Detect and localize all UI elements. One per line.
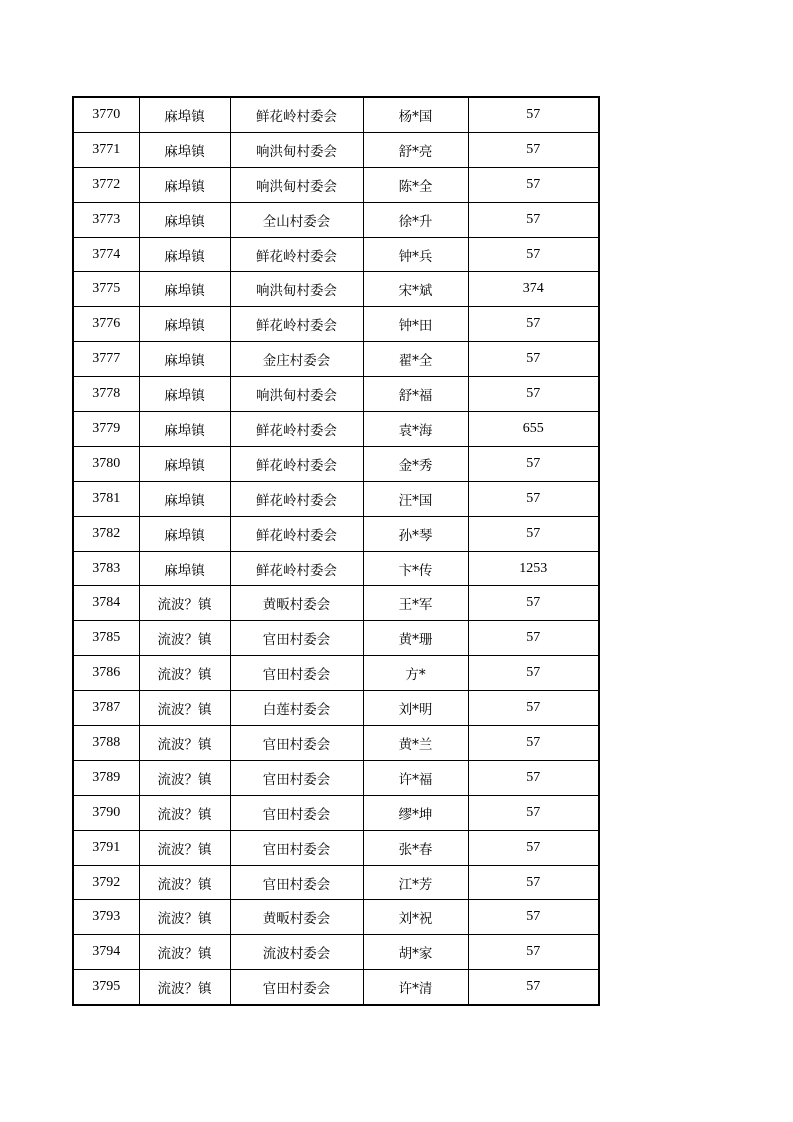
town-cell: 麻埠镇 (139, 97, 230, 132)
name-cell: 金*秀 (363, 446, 468, 481)
table-body (73, 97, 599, 1005)
town-cell: 流波？镇 (139, 795, 230, 830)
amount-cell: 57 (468, 586, 599, 621)
name-cell: 卞*传 (363, 551, 468, 586)
row-number-cell: 3783 (73, 551, 139, 586)
village-committee-cell: 白莲村委会 (230, 691, 363, 726)
name-cell: 舒*亮 (363, 132, 468, 167)
amount-cell: 57 (468, 516, 599, 551)
name-cell: 黄*珊 (363, 621, 468, 656)
row-number-cell: 3776 (73, 307, 139, 342)
name-cell: 杨*国 (363, 97, 468, 132)
town-cell: 流波？镇 (139, 760, 230, 795)
amount-cell: 57 (468, 167, 599, 202)
row-number-cell: 3788 (73, 726, 139, 761)
row-number-cell: 3794 (73, 935, 139, 970)
town-cell: 流波？镇 (139, 935, 230, 970)
table-row (73, 377, 599, 412)
row-number-cell: 3775 (73, 272, 139, 307)
row-number-cell: 3789 (73, 760, 139, 795)
row-number-cell: 3793 (73, 900, 139, 935)
amount-cell: 57 (468, 795, 599, 830)
table-row (73, 656, 599, 691)
name-cell: 王*军 (363, 586, 468, 621)
table-row (73, 167, 599, 202)
town-cell: 流波？镇 (139, 621, 230, 656)
amount-cell: 57 (468, 377, 599, 412)
table-row (73, 516, 599, 551)
amount-cell: 57 (468, 342, 599, 377)
village-committee-cell: 鲜花岭村委会 (230, 446, 363, 481)
table-row (73, 935, 599, 970)
village-committee-cell: 鲜花岭村委会 (230, 237, 363, 272)
row-number-cell: 3781 (73, 481, 139, 516)
town-cell: 麻埠镇 (139, 516, 230, 551)
village-committee-cell: 鲜花岭村委会 (230, 97, 363, 132)
town-cell: 麻埠镇 (139, 412, 230, 447)
amount-cell: 374 (468, 272, 599, 307)
amount-cell: 57 (468, 970, 599, 1005)
village-committee-cell: 黄畈村委会 (230, 586, 363, 621)
row-number-cell: 3779 (73, 412, 139, 447)
amount-cell: 57 (468, 691, 599, 726)
town-cell: 流波？镇 (139, 726, 230, 761)
amount-cell: 57 (468, 621, 599, 656)
village-committee-cell: 鲜花岭村委会 (230, 481, 363, 516)
name-cell: 刘*明 (363, 691, 468, 726)
name-cell: 袁*海 (363, 412, 468, 447)
village-committee-cell: 鲜花岭村委会 (230, 551, 363, 586)
table-row (73, 446, 599, 481)
town-cell: 麻埠镇 (139, 132, 230, 167)
village-committee-cell: 鲜花岭村委会 (230, 412, 363, 447)
table-row (73, 481, 599, 516)
row-number-cell: 3777 (73, 342, 139, 377)
town-cell: 麻埠镇 (139, 481, 230, 516)
table-row (73, 795, 599, 830)
town-cell: 流波？镇 (139, 830, 230, 865)
name-cell: 钟*兵 (363, 237, 468, 272)
table-row (73, 726, 599, 761)
town-cell: 麻埠镇 (139, 307, 230, 342)
name-cell: 汪*国 (363, 481, 468, 516)
row-number-cell: 3774 (73, 237, 139, 272)
name-cell: 黄*兰 (363, 726, 468, 761)
town-cell: 麻埠镇 (139, 272, 230, 307)
town-cell: 麻埠镇 (139, 446, 230, 481)
row-number-cell: 3780 (73, 446, 139, 481)
table-row (73, 97, 599, 132)
amount-cell: 57 (468, 865, 599, 900)
row-number-cell: 3771 (73, 132, 139, 167)
town-cell: 麻埠镇 (139, 202, 230, 237)
name-cell: 刘*祝 (363, 900, 468, 935)
amount-cell: 57 (468, 97, 599, 132)
table-row (73, 272, 599, 307)
table-row (73, 830, 599, 865)
table-row (73, 202, 599, 237)
row-number-cell: 3792 (73, 865, 139, 900)
amount-cell: 57 (468, 307, 599, 342)
village-committee-cell: 响洪甸村委会 (230, 272, 363, 307)
table-row (73, 586, 599, 621)
row-number-cell: 3785 (73, 621, 139, 656)
name-cell: 许*福 (363, 760, 468, 795)
table-row (73, 307, 599, 342)
amount-cell: 57 (468, 726, 599, 761)
town-cell: 麻埠镇 (139, 551, 230, 586)
row-number-cell: 3773 (73, 202, 139, 237)
amount-cell: 57 (468, 935, 599, 970)
amount-cell: 57 (468, 481, 599, 516)
table-row (73, 760, 599, 795)
amount-cell: 57 (468, 760, 599, 795)
amount-cell: 57 (468, 446, 599, 481)
table-row (73, 342, 599, 377)
row-number-cell: 3770 (73, 97, 139, 132)
village-committee-cell: 响洪甸村委会 (230, 377, 363, 412)
village-committee-cell: 响洪甸村委会 (230, 167, 363, 202)
table-row (73, 691, 599, 726)
village-committee-cell: 官田村委会 (230, 795, 363, 830)
table-row (73, 132, 599, 167)
table-row (73, 412, 599, 447)
amount-cell: 57 (468, 202, 599, 237)
row-number-cell: 3772 (73, 167, 139, 202)
table-row (73, 900, 599, 935)
row-number-cell: 3790 (73, 795, 139, 830)
table-row (73, 970, 599, 1005)
village-committee-cell: 官田村委会 (230, 970, 363, 1005)
town-cell: 流波？镇 (139, 970, 230, 1005)
name-cell: 缪*坤 (363, 795, 468, 830)
town-cell: 麻埠镇 (139, 237, 230, 272)
amount-cell: 57 (468, 830, 599, 865)
village-committee-cell: 官田村委会 (230, 865, 363, 900)
row-number-cell: 3787 (73, 691, 139, 726)
name-cell: 许*清 (363, 970, 468, 1005)
village-committee-cell: 官田村委会 (230, 760, 363, 795)
name-cell: 钟*田 (363, 307, 468, 342)
name-cell: 陈*全 (363, 167, 468, 202)
table-row (73, 237, 599, 272)
row-number-cell: 3795 (73, 970, 139, 1005)
town-cell: 流波？镇 (139, 691, 230, 726)
village-committee-cell: 金庄村委会 (230, 342, 363, 377)
village-committee-cell: 黄畈村委会 (230, 900, 363, 935)
name-cell: 宋*斌 (363, 272, 468, 307)
village-committee-cell: 官田村委会 (230, 621, 363, 656)
village-committee-cell: 官田村委会 (230, 726, 363, 761)
row-number-cell: 3791 (73, 830, 139, 865)
amount-cell: 57 (468, 132, 599, 167)
table-row (73, 621, 599, 656)
name-cell: 胡*家 (363, 935, 468, 970)
village-committee-cell: 鲜花岭村委会 (230, 516, 363, 551)
town-cell: 麻埠镇 (139, 342, 230, 377)
row-number-cell: 3784 (73, 586, 139, 621)
town-cell: 流波？镇 (139, 900, 230, 935)
village-committee-cell: 鲜花岭村委会 (230, 307, 363, 342)
row-number-cell: 3782 (73, 516, 139, 551)
table-row (73, 551, 599, 586)
amount-cell: 57 (468, 237, 599, 272)
village-committee-cell: 响洪甸村委会 (230, 132, 363, 167)
village-committee-cell: 官田村委会 (230, 656, 363, 691)
town-cell: 流波？镇 (139, 865, 230, 900)
row-number-cell: 3786 (73, 656, 139, 691)
amount-cell: 57 (468, 656, 599, 691)
table-row (73, 865, 599, 900)
name-cell: 孙*琴 (363, 516, 468, 551)
name-cell: 方* (363, 656, 468, 691)
name-cell: 翟*全 (363, 342, 468, 377)
data-table (72, 96, 600, 1006)
name-cell: 徐*升 (363, 202, 468, 237)
town-cell: 流波？镇 (139, 586, 230, 621)
village-committee-cell: 官田村委会 (230, 830, 363, 865)
amount-cell: 655 (468, 412, 599, 447)
amount-cell: 1253 (468, 551, 599, 586)
town-cell: 麻埠镇 (139, 167, 230, 202)
village-committee-cell: 流波村委会 (230, 935, 363, 970)
town-cell: 麻埠镇 (139, 377, 230, 412)
amount-cell: 57 (468, 900, 599, 935)
town-cell: 流波？镇 (139, 656, 230, 691)
name-cell: 江*芳 (363, 865, 468, 900)
name-cell: 张*春 (363, 830, 468, 865)
name-cell: 舒*福 (363, 377, 468, 412)
village-committee-cell: 全山村委会 (230, 202, 363, 237)
row-number-cell: 3778 (73, 377, 139, 412)
